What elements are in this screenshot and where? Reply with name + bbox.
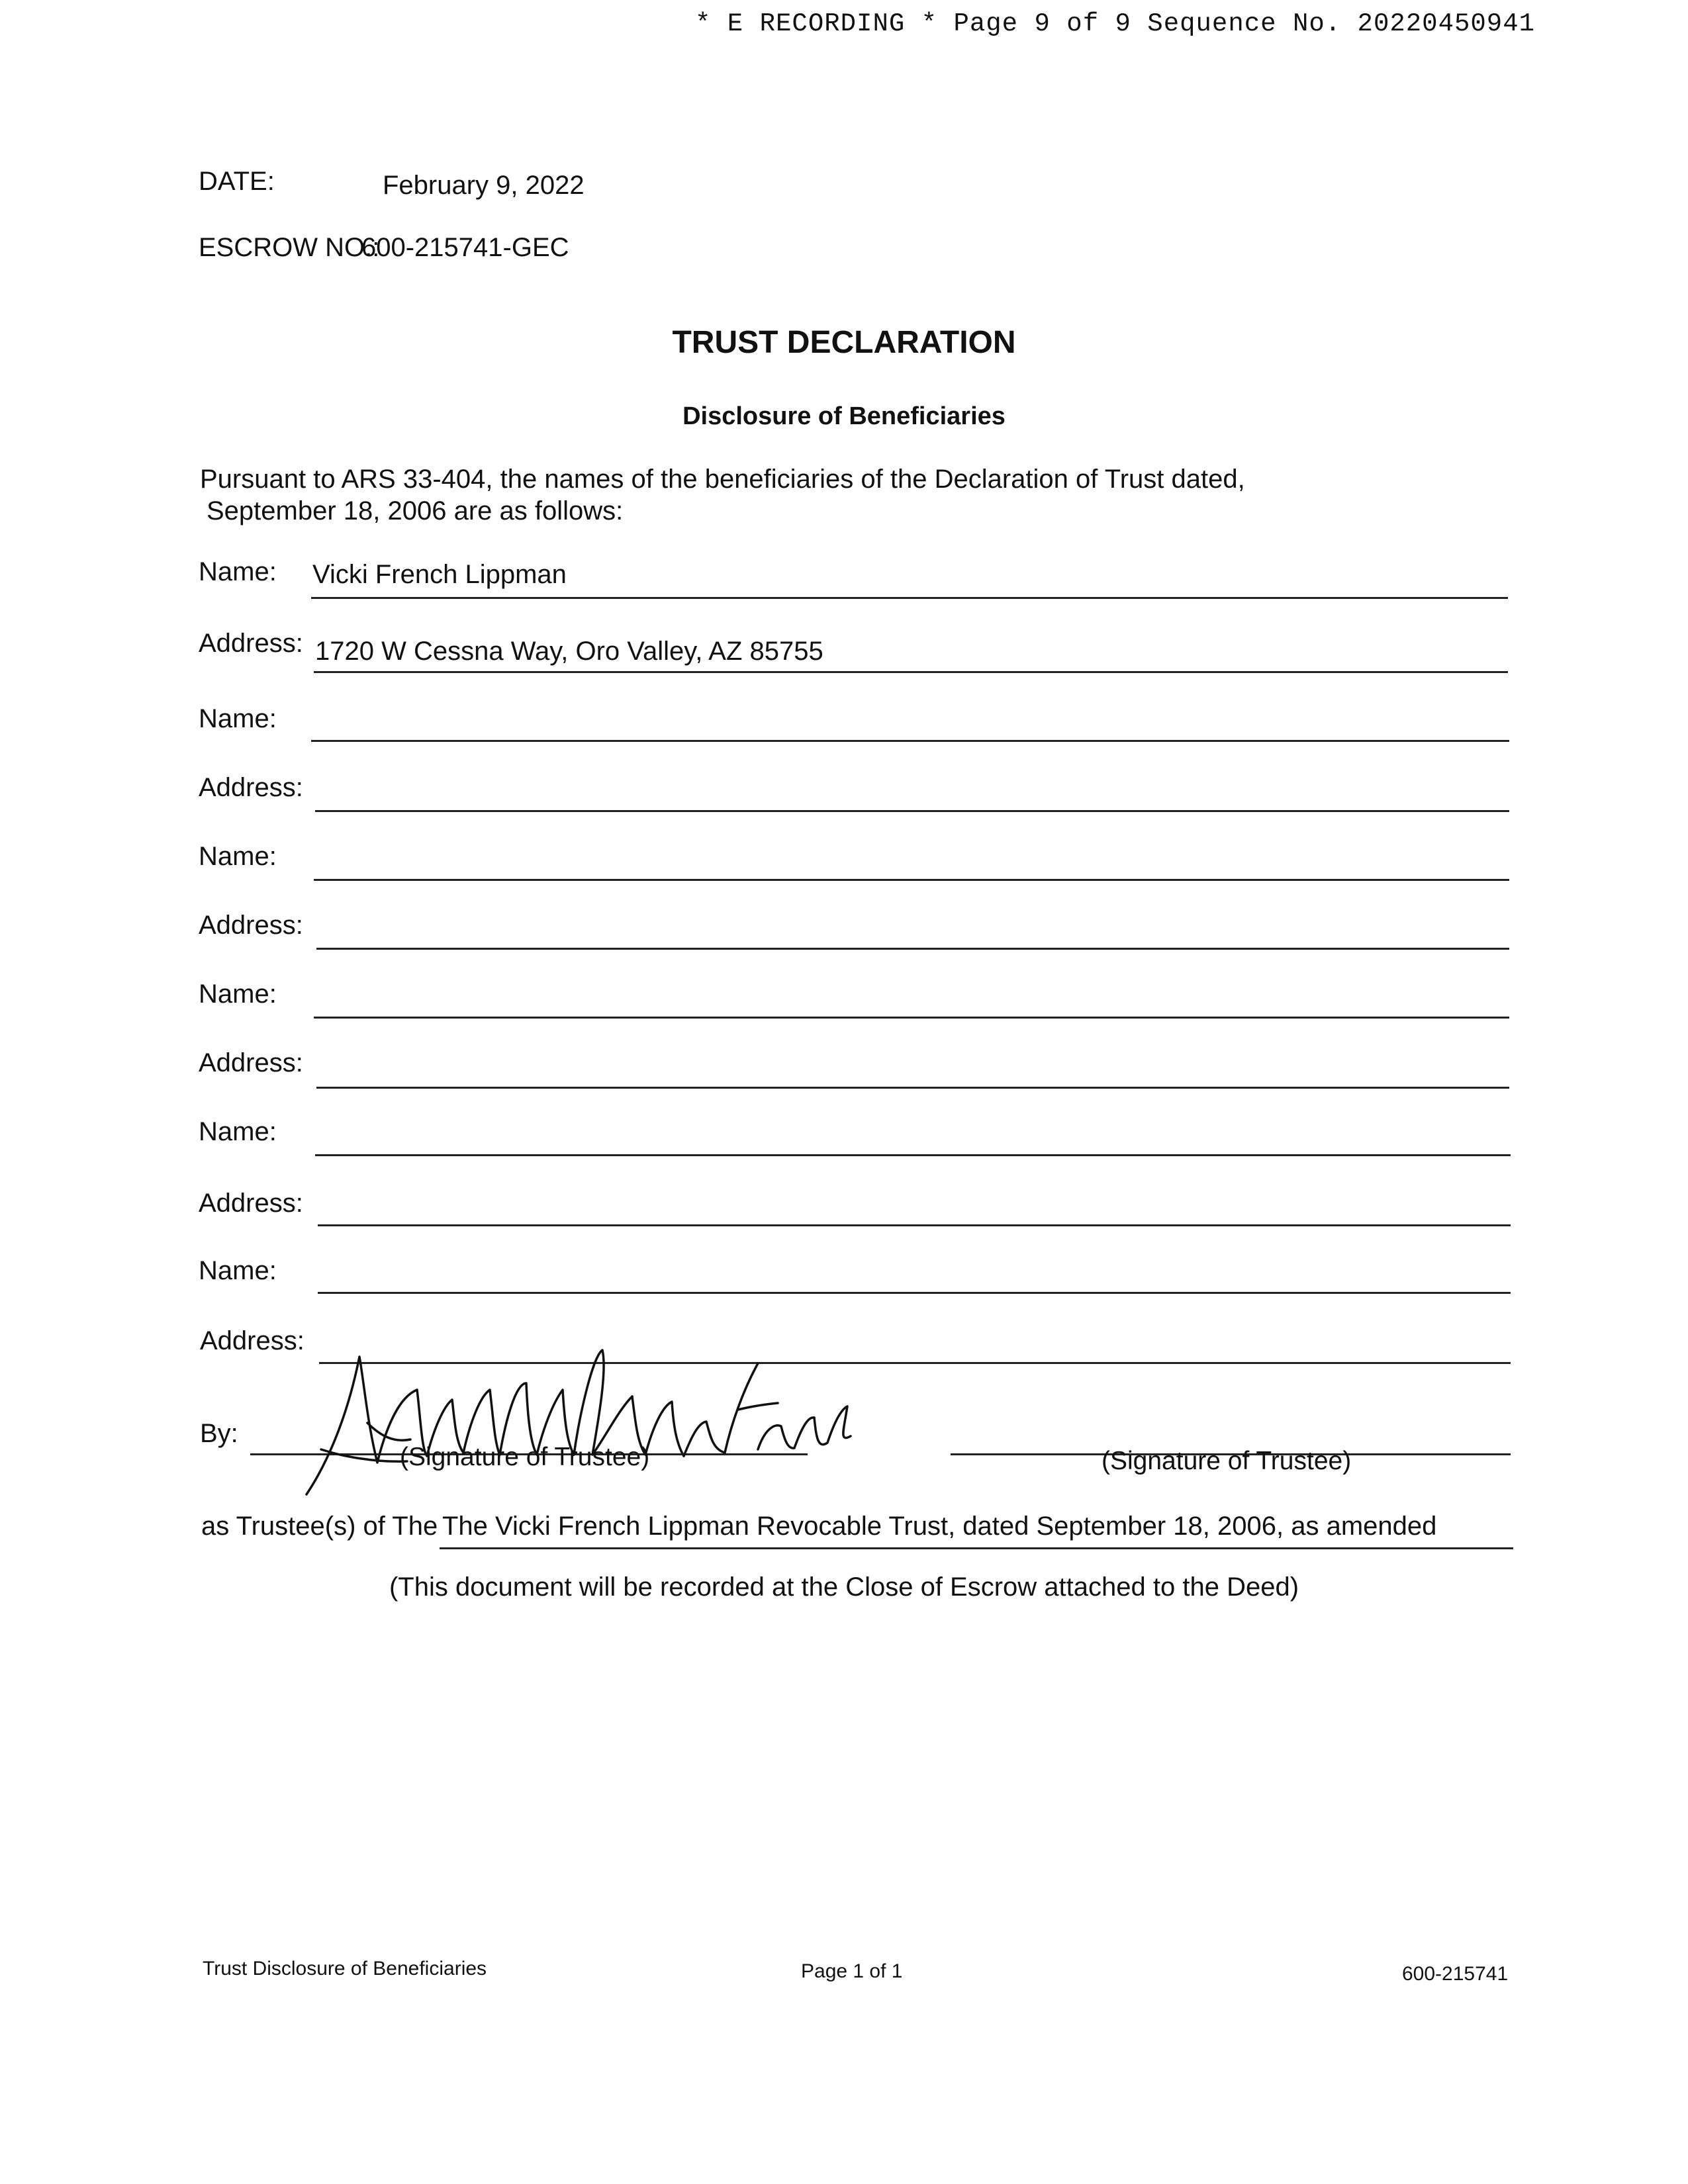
escrow-label: ESCROW NO.: [199,233,380,262]
name-label: Name: [199,842,277,871]
footer-document-name: Trust Disclosure of Beneficiaries [203,1958,487,1979]
address-line [318,1224,1511,1226]
intro-line-2: September 18, 2006 are as follows: [207,496,624,525]
name-line [311,740,1509,742]
trustee-signature [301,1343,857,1496]
address-label: Address: [199,1189,303,1218]
name-line [315,1154,1511,1156]
footer-page-number: Page 1 of 1 [801,1960,903,1982]
address-line [315,810,1509,812]
intro-paragraph [200,463,1458,527]
address-label: Address: [199,1048,303,1077]
beneficiary-name: Vicki French Lippman [312,560,567,589]
date-label: DATE: [199,167,275,196]
intro-line-1: Pursuant to ARS 33-404, the names of the beneficiaries of the Declaration of Trust dated, [200,465,1245,494]
signature-caption-left: (Signature of Trustee) [400,1443,650,1471]
signature-caption-right: (Signature of Trustee) [1102,1447,1352,1475]
address-label: Address: [199,773,303,802]
name-line [314,1017,1509,1019]
name-label: Name: [199,704,277,733]
recording-stamp: * E RECORDING * Page 9 of 9 Sequence No. 20220450941 [695,9,1535,38]
trustee-of-label: as Trustee(s) of The [201,1512,438,1541]
footer-escrow-number: 600-215741 [1402,1963,1509,1985]
address-label: Address: [199,911,303,940]
beneficiary-address: 1720 W Cessna Way, Oro Valley, AZ 85755 [315,637,823,666]
address-line [316,948,1509,950]
name-line [314,879,1509,881]
name-label: Name: [199,1256,277,1285]
address-line [316,1087,1509,1089]
escrow-value: 600-215741-GEC [361,233,569,262]
trust-name: The Vicki French Lippman Revocable Trust, dated September 18, 2006, as amended [442,1512,1437,1541]
address-label: Address: [199,629,303,658]
trust-name-line [440,1547,1513,1549]
document-title: TRUST DECLARATION [672,325,1016,360]
document-subtitle: Disclosure of Beneficiaries [682,402,1006,430]
address-label: Address: [200,1326,305,1355]
by-label: By: [200,1419,238,1448]
name-label: Name: [199,979,277,1009]
name-label: Name: [199,557,277,586]
name-line [311,597,1508,599]
date-value: February 9, 2022 [383,171,585,200]
address-line [314,671,1508,673]
name-line [318,1292,1511,1294]
name-label: Name: [199,1117,277,1146]
recording-note: (This document will be recorded at the Close of Escrow attached to the Deed) [389,1572,1299,1602]
